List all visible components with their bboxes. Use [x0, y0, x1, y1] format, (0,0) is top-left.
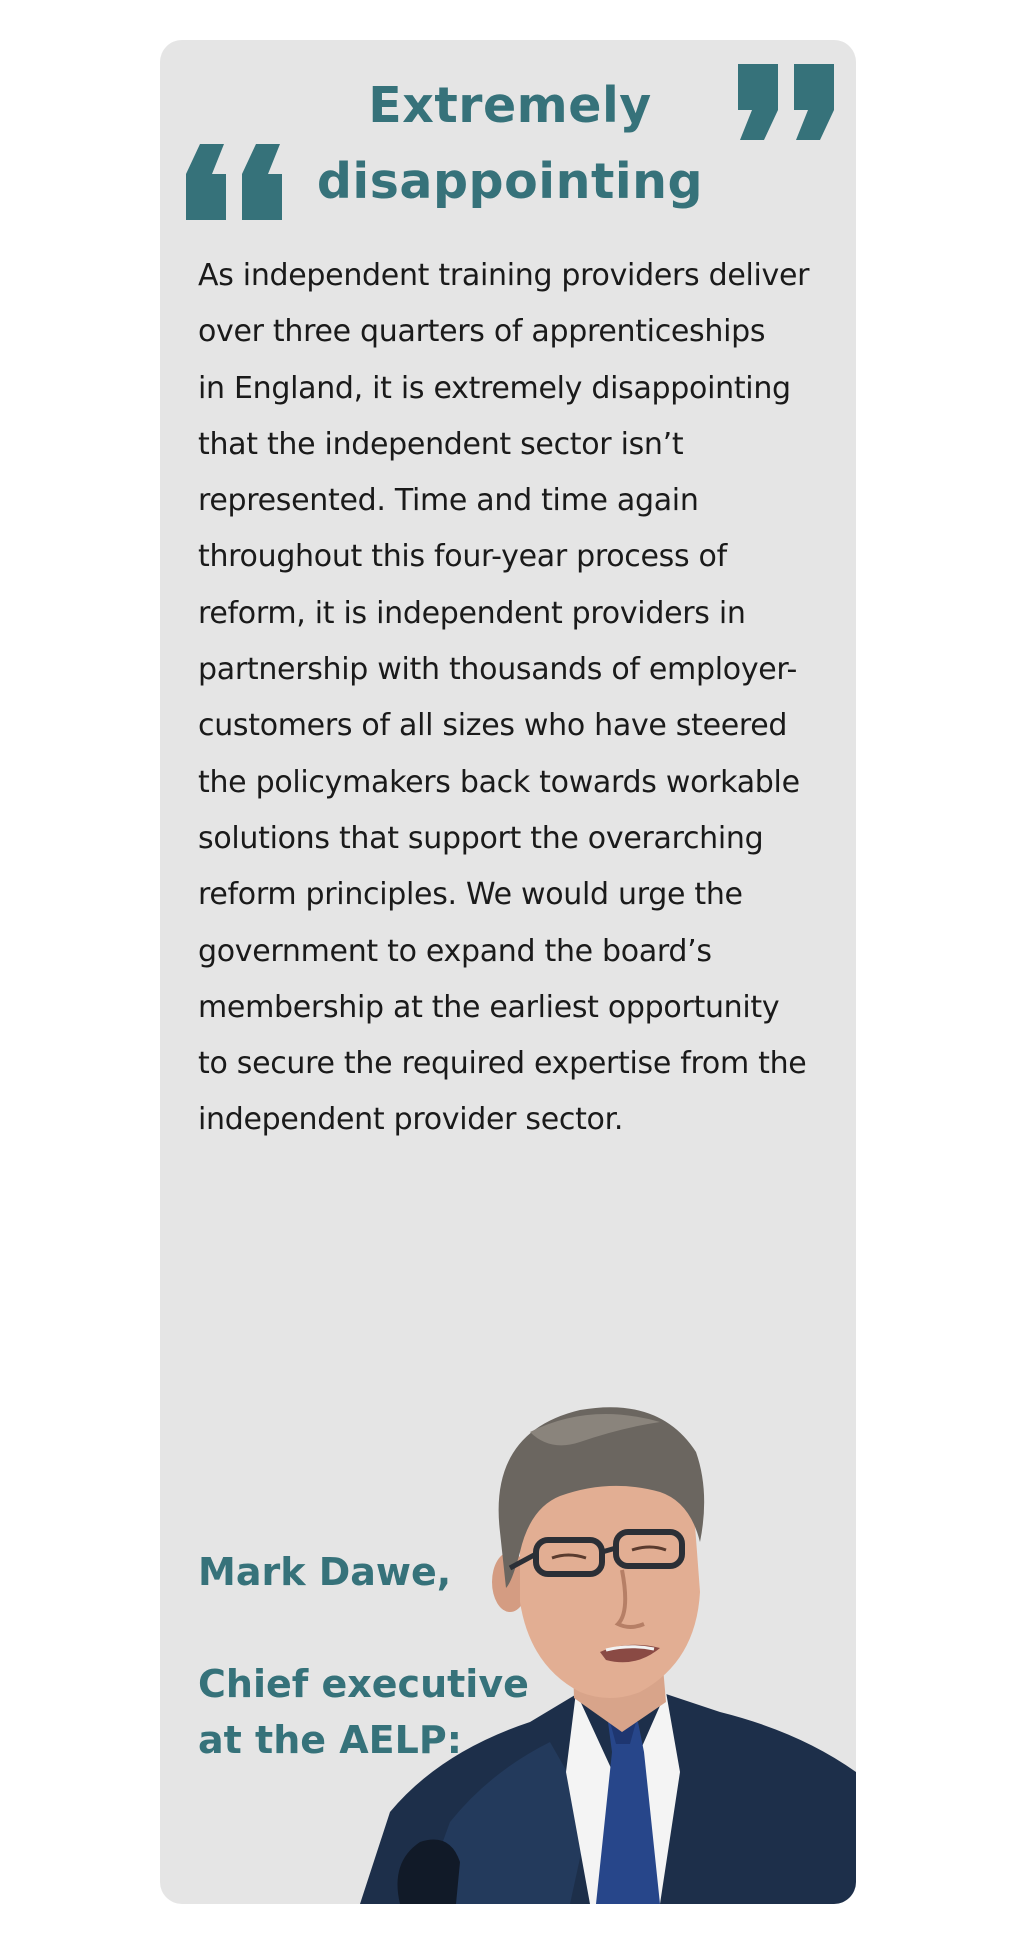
- quote-card: [160, 40, 856, 1904]
- author-role: Chief executive at the AELP:: [198, 1662, 529, 1762]
- open-quote-icon: [186, 144, 282, 220]
- author-name: Mark Dawe,: [198, 1550, 452, 1594]
- portrait-image: [360, 1392, 856, 1904]
- quote-title: Extremely disappointing: [316, 77, 704, 210]
- quote-body: As independent training providers deliver over three quarters of apprenticeships in England, it is extremely disappointing that the independent sector isn’t represented. Time and time again throughout this four-year process of reform, it is independent providers in partnership with thousands of employer- customers of all sizes who have steered the policymakers back towards workable solutions that support the overarching reform principles. We would urge the government to expand the board’s membership at the earliest opportunity to secure the required expertise from the independent provider sector.: [198, 258, 810, 1138]
- close-quote-icon: [738, 64, 834, 140]
